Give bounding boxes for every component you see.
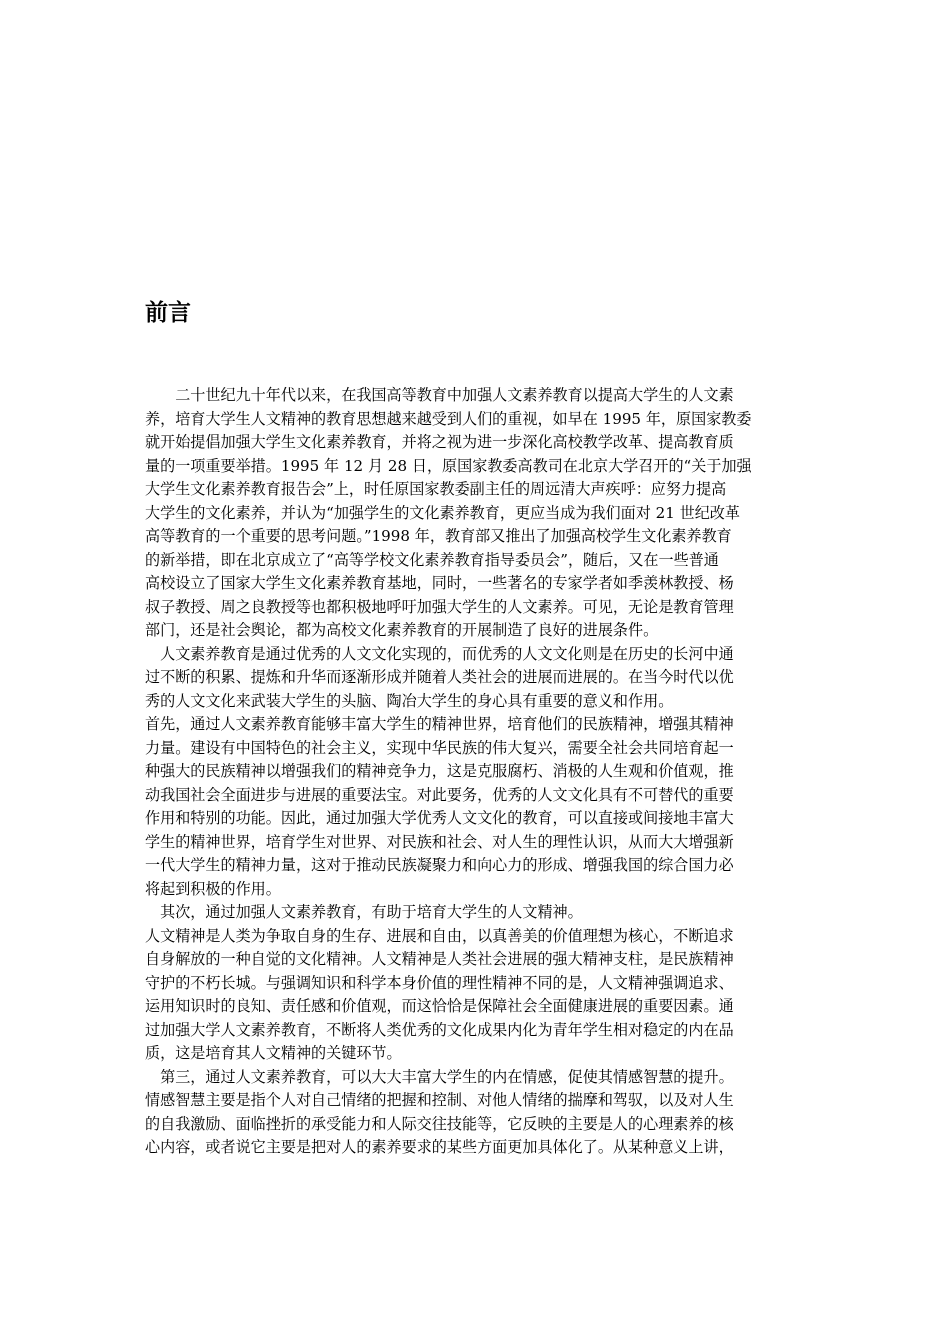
text-line: 的新举措，即在北京成立了“高等学校文化素养教育指导委员会”，随后，又在一些普通 bbox=[145, 550, 719, 569]
text-line: 量的一项重要举措。1995 年 12 月 28 日，原国家教委高教司在北京大学召开的“关于加强 bbox=[145, 456, 752, 475]
text-line: 将起到积极的作用。 bbox=[145, 879, 281, 898]
text-line: 力量。建设有中国特色的社会主义，实现中华民族的伟大复兴，需要全社会共同培育起一 bbox=[145, 738, 734, 757]
text-line: 二十世纪九十年代以来，在我国高等教育中加强人文素养教育以提高大学生的人文素 bbox=[145, 386, 734, 404]
text-line: 学生的精神世界，培育学生对世界、对民族和社会、对人生的理性认识，从而大大增强新 bbox=[145, 832, 734, 851]
text-line: 大学生的文化素养，并认为“加强学生的文化素养教育，更应当成为我们面对 21 世纪改革 bbox=[145, 503, 740, 522]
text-line: 首先，通过人文素养教育能够丰富大学生的精神世界，培育他们的民族精神，增强其精神 bbox=[145, 715, 734, 733]
text-line: 高校设立了国家大学生文化素养教育基地，同时，一些著名的专家学者如季羡林教授、杨 bbox=[145, 574, 734, 592]
page-heading: 前言 bbox=[145, 300, 191, 326]
text-line: 叔子教授、周之良教授等也都积极地呼吁加强大学生的人文素养。可见，无论是教育管理 bbox=[145, 597, 734, 616]
text-line: 守护的不朽长城。与强调知识和科学本身价值的理性精神不同的是，人文精神强调追求、 bbox=[145, 973, 734, 992]
body-text bbox=[145, 384, 805, 1160]
text-line: 心内容，或者说它主要是把对人的素养要求的某些方面更加具体化了。从某种意义上讲， bbox=[145, 1138, 734, 1156]
text-line: 秀的人文文化来武装大学生的头脑、陶冶大学生的身心具有重要的意义和作用。 bbox=[145, 691, 674, 710]
text-line: 就开始提倡加强大学生文化素养教育，并将之视为进一步深化高校教学改革、提高教育质 bbox=[145, 433, 734, 451]
text-line: 部门，还是社会舆论，都为高校文化素养教育的开展制造了良好的进展条件。 bbox=[145, 621, 659, 639]
text-line: 的自我激励、面临挫折的承受能力和人际交往技能等，它反映的主要是人的心理素养的核 bbox=[145, 1114, 734, 1133]
text-line: 第三，通过人文素养教育，可以大大丰富大学生的内在情感，促使其情感智慧的提升。 bbox=[145, 1067, 734, 1086]
text-line: 人文素养教育是通过优秀的人文文化实现的，而优秀的人文文化则是在历史的长河中通 bbox=[145, 644, 734, 663]
text-line: 自身解放的一种自觉的文化精神。人文精神是人类社会进展的强大精神支柱，是民族精神 bbox=[145, 950, 734, 968]
text-line: 种强大的民族精神以增强我们的精神竞争力，这是克服腐朽、消极的人生观和价值观，推 bbox=[145, 762, 734, 780]
text-line: 情感智慧主要是指个人对自己情绪的把握和控制、对他人情绪的揣摩和驾驭，以及对人生 bbox=[145, 1091, 734, 1109]
text-line: 养，培育大学生人文精神的教育思想越来越受到人们的重视，如早在 1995 年，原国家教委 bbox=[145, 409, 752, 428]
text-line: 一代大学生的精神力量，这对于推动民族凝聚力和向心力的形成、增强我国的综合国力必 bbox=[145, 856, 734, 874]
text-line: 动我国社会全面进步与进展的重要法宝。对此要务，优秀的人文文化具有不可替代的重要 bbox=[145, 785, 734, 804]
text-line: 运用知识时的良知、责任感和价值观，而这恰恰是保障社会全面健康进展的重要因素。通 bbox=[145, 997, 734, 1015]
text-line: 质，这是培育其人文精神的关键环节。 bbox=[145, 1044, 402, 1062]
text-line: 作用和特别的功能。因此，通过加强大学优秀人文文化的教育，可以直接或间接地丰富大 bbox=[145, 809, 734, 827]
text-line: 过加强大学人文素养教育，不断将人类优秀的文化成果内化为青年学生相对稳定的内在品 bbox=[145, 1020, 734, 1039]
text-line: 人文精神是人类为争取自身的生存、进展和自由，以真善美的价值理想为核心，不断追求 bbox=[145, 926, 734, 945]
text-line: 大学生文化素养教育报告会”上，时任原国家教委副主任的周远清大声疾呼：应努力提高 bbox=[145, 480, 727, 498]
text-line: 其次，通过加强人文素养教育，有助于培育大学生的人文精神。 bbox=[145, 903, 583, 921]
text-line: 过不断的积累、提炼和升华而逐渐形成并随着人类社会的进展而进展的。在当今时代以优 bbox=[145, 668, 734, 686]
text-line: 高等教育的一个重要的思考问题。”1998 年，教育部又推出了加强高校学生文化素养教育 bbox=[145, 527, 732, 545]
